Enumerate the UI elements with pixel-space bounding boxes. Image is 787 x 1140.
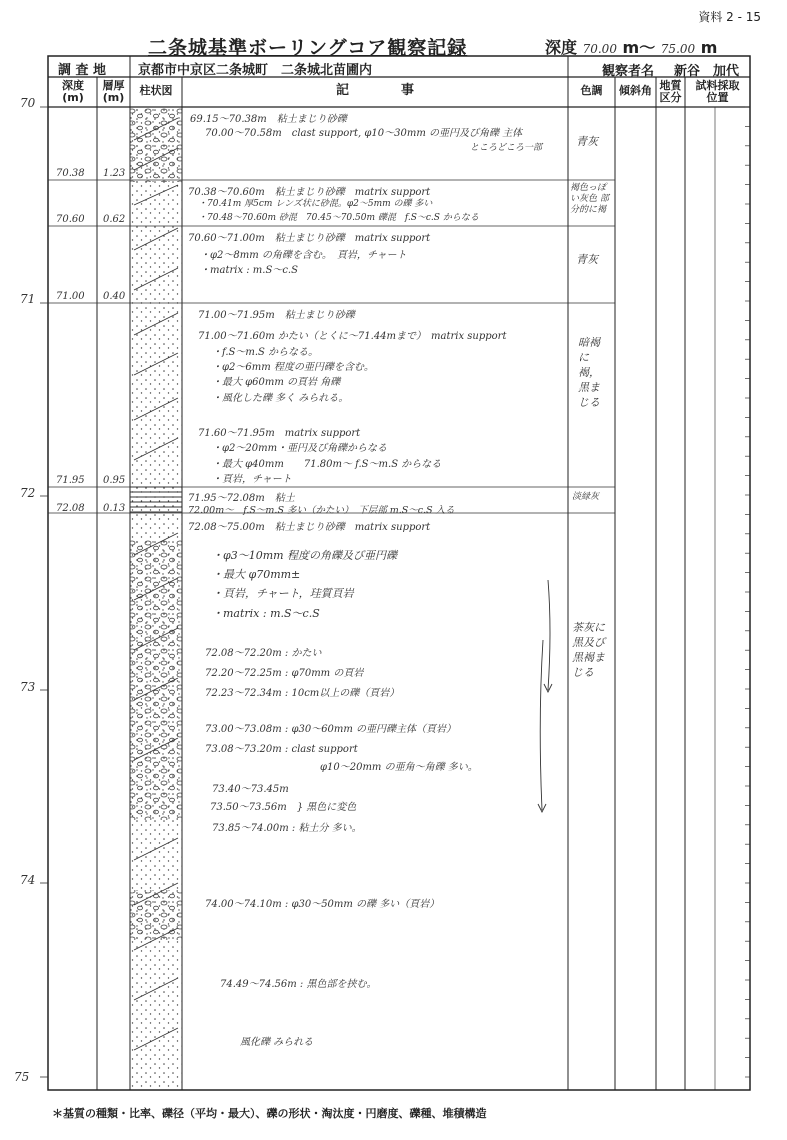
note-line: ・φ3〜10mm 程度の角礫及び亜円礫 <box>212 549 398 562</box>
layer-depth: 71.00 <box>56 291 85 302</box>
depth-unit-1: m〜 <box>622 38 656 57</box>
note-line: 72.08〜75.00m 粘土まじり砂礫 matrix support <box>188 522 431 533</box>
note-line: ・風化した礫 多く みられる。 <box>212 393 349 404</box>
note-line: 72.20〜72.25m : φ70mm の頁岩 <box>205 668 364 679</box>
note-line: 72.23〜72.34m : 10cm以上の礫（頁岩） <box>205 688 400 699</box>
layer-thickness: 0.13 <box>103 503 126 514</box>
col-thickness: 層厚 (m) <box>102 79 125 104</box>
note-line: 74.00〜74.10m : φ30〜50mm の礫 多い（頁岩） <box>205 899 440 910</box>
footer-note: ＊基質の種類・比率、礫径（平均・最大）、礫の形状・淘汰度・円磨度、礫種、堆積構造 <box>52 1107 487 1120</box>
depth-mark-75: 75 <box>14 1070 30 1084</box>
note-line: 74.49〜74.56m : 黒色部を挟む。 <box>220 979 377 990</box>
depth-mark-70: 70 <box>20 96 36 110</box>
note-line: ・最大 φ60mm の頁岩 角礫 <box>212 377 341 388</box>
note-line: ・φ2〜6mm 程度の亜円礫を含む。 <box>212 362 374 373</box>
note-line: ・70.48〜70.60m 砂混 70.45〜70.50m 礫混 f.S〜c.S からなる <box>198 213 479 223</box>
layer-thickness: 0.95 <box>103 475 126 486</box>
survey-site-label: 調 査 地 <box>58 63 107 78</box>
note-line: 70.60〜71.00m 粘土まじり砂礫 matrix support <box>188 233 431 244</box>
layer-depth: 70.38 <box>56 168 85 179</box>
layer-depth: 70.60 <box>56 214 85 225</box>
survey-site: 京都市中京区二条城町 二条城北苗圃内 <box>138 63 373 78</box>
note-line: ところどころ一部 <box>470 143 543 153</box>
layer-depth: 72.08 <box>56 503 85 514</box>
col-sample: 試料採取 位置 <box>695 79 740 104</box>
depth-mark-71: 71 <box>20 292 36 306</box>
note-line: 70.00〜70.58m clast support, φ10〜30mm の亜円及び角礫 主体 <box>205 128 523 139</box>
note-line: 72.00m〜 f.S〜m.S 多い（かたい） 下层部 m.S〜c.S 入る <box>188 505 455 516</box>
observer-label: 観察者名 <box>602 64 655 79</box>
note-line: ・matrix : m.S〜c.S <box>200 265 298 276</box>
note-line: 69.15〜70.38m 粘土まじり砂礫 <box>190 114 347 125</box>
col-notes: 記 事 <box>335 83 414 98</box>
observer-name: 新谷 加代 <box>674 64 740 79</box>
depth-from: 70.00 <box>582 42 617 56</box>
note-line: ・最大 φ70mm± <box>212 568 301 581</box>
color-entry: 青灰 <box>576 135 598 148</box>
note-line: φ10〜20mm の亜角〜角礫 多い。 <box>320 762 478 773</box>
note-line: ・頁岩，チャート，珪質頁岩 <box>212 587 354 600</box>
layer-thickness: 0.40 <box>103 291 126 302</box>
note-line: 73.85〜74.00m : 粘土分 多い。 <box>212 823 362 834</box>
col-depth: 深度 (m) <box>62 79 84 104</box>
depth-range-label: 深度 <box>545 38 578 57</box>
layer-depth: 71.95 <box>56 475 85 486</box>
page-title: 二条城基準ボーリングコア観察記録 <box>148 37 468 59</box>
depth-mark-72: 72 <box>20 486 36 500</box>
note-line: 70.38〜70.60m 粘土まじり砂礫 matrix support <box>188 187 431 198</box>
note-line: 72.08〜72.20m : かたい <box>205 648 322 659</box>
color-entry: 暗褐に褐，黒まじる <box>578 336 600 409</box>
note-line: 73.08〜73.20m : clast support <box>205 744 358 755</box>
color-entry: 茶灰に黒及び黒褐まじる <box>572 621 605 679</box>
depth-to: 75.00 <box>660 42 696 56</box>
note-line: 73.40〜73.45m <box>212 784 289 795</box>
col-column: 柱状図 <box>139 84 173 97</box>
note-line: ・頁岩，チャート <box>212 474 292 485</box>
note-line: 風化礫 みられる <box>240 1037 314 1048</box>
note-line: ・最大 φ40mm 71.80m〜 f.S〜m.S からなる <box>212 459 442 470</box>
col-color: 色調 <box>580 84 603 97</box>
note-line: 73.00〜73.08m : φ30〜60mm の亜円礫主体（頁岩） <box>205 724 457 735</box>
layer-thickness: 1.23 <box>103 168 126 179</box>
note-line: ・matrix : m.S〜c.S <box>212 607 320 620</box>
color-entry: 青灰 <box>576 253 598 266</box>
col-geology: 地質 区分 <box>659 79 682 104</box>
color-entry: 淡緑灰 <box>572 492 600 502</box>
document-number: 資料 2 - 15 <box>698 10 761 24</box>
note-line: 71.95〜72.08m 粘土 <box>188 493 295 504</box>
note-line: ・70.41m 厚5cm レンズ状に砂混。φ2〜5mm の礫 多い <box>198 199 433 209</box>
note-line: ・φ2〜20mm・亜円及び角礫からなる <box>212 443 388 454</box>
note-line: ・φ2〜8mm の角礫を含む。 頁岩，チャート <box>200 250 407 261</box>
note-line: 73.50〜73.56m } 黒色に変色 <box>210 802 357 813</box>
note-line: 71.00〜71.95m 粘土まじり砂礫 <box>198 310 355 321</box>
depth-unit-2: m <box>700 38 718 57</box>
layer-thickness: 0.62 <box>103 214 126 225</box>
depth-mark-73: 73 <box>20 680 36 694</box>
color-entry: 褐色っぽい灰色 部分的に褐 <box>570 183 609 215</box>
note-line: 71.60〜71.95m matrix support <box>198 428 361 439</box>
depth-mark-74: 74 <box>20 873 36 887</box>
col-dip: 傾斜角 <box>619 84 652 97</box>
note-line: ・f.S〜m.S からなる。 <box>212 347 319 358</box>
note-line: 71.00〜71.60m かたい（とくに〜71.44mまで） matrix support <box>198 331 507 342</box>
